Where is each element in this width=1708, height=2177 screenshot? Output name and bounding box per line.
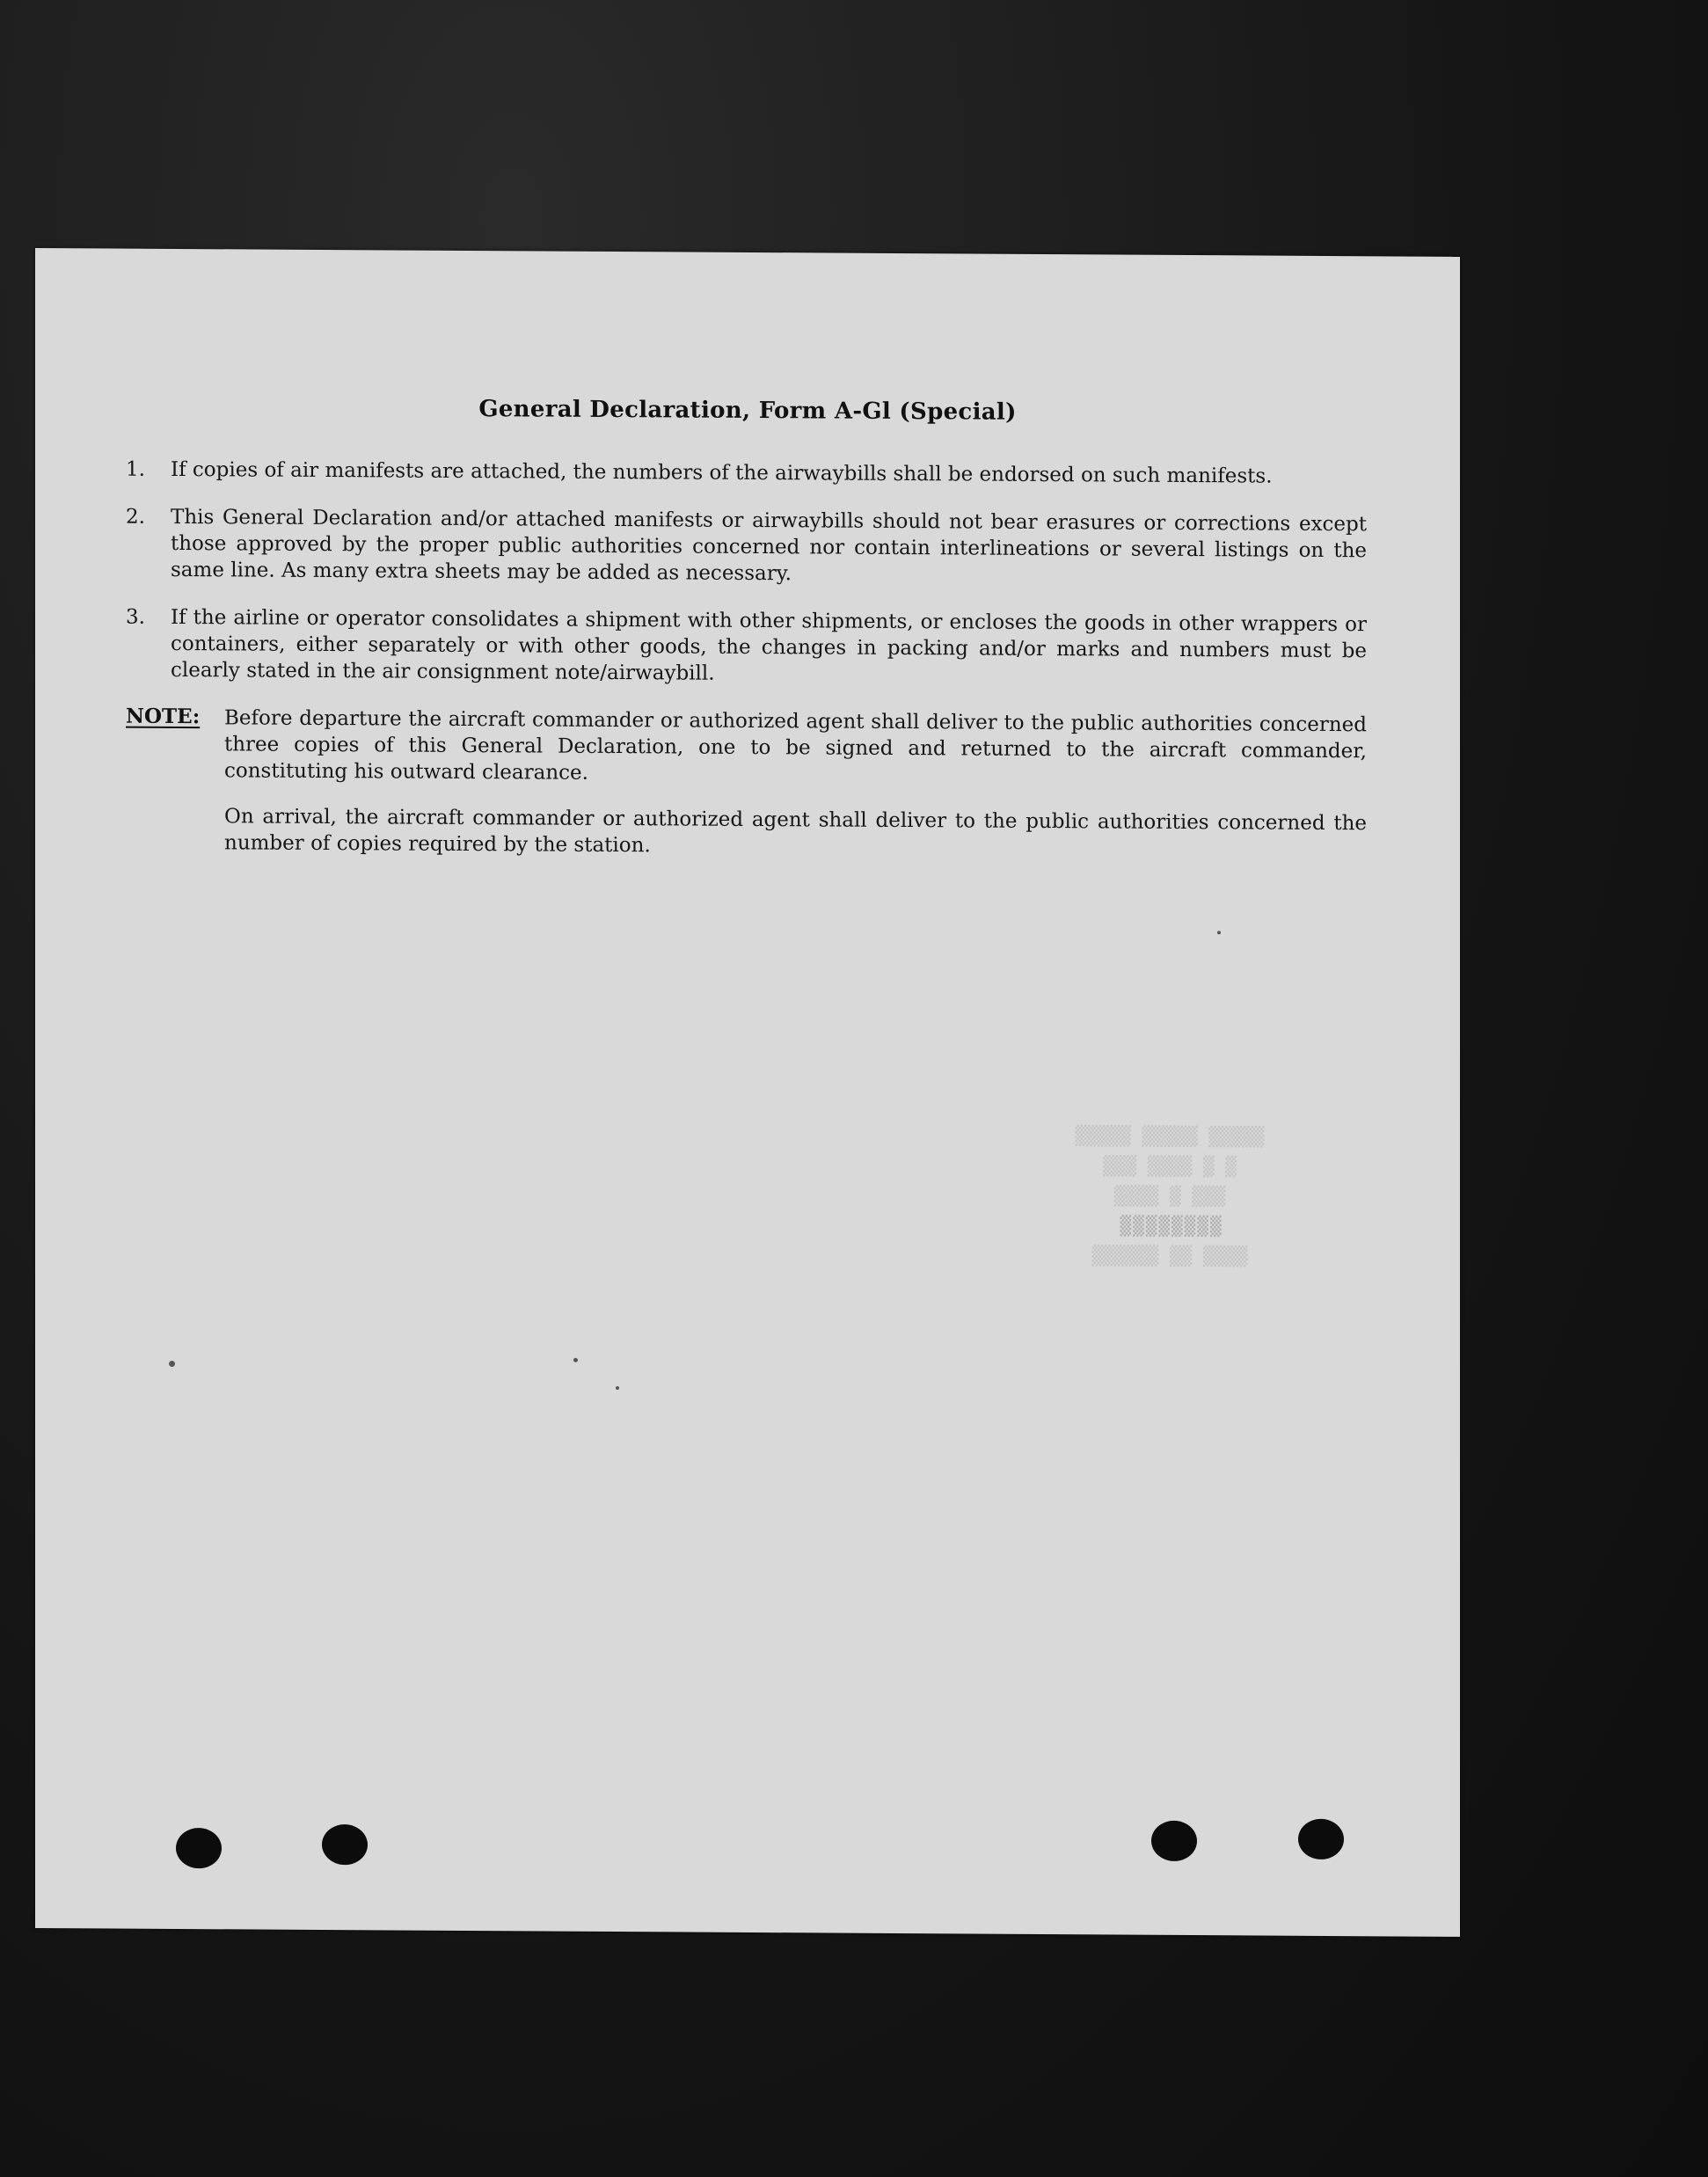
list-item-text: If copies of air manifests are attached, the numbers of the airwaybills shall be endorsed on such manifests. bbox=[171, 457, 1273, 488]
punch-hole bbox=[1298, 1819, 1344, 1859]
note-label: NOTE: bbox=[126, 704, 201, 729]
list-item-1 bbox=[35, 456, 1460, 488]
faded-stamp-marking: ▒▒▒▒▒ ▒▒▒▒▒ ▒▒▒▒▒ ▒ ▒ ▒▒▒▒ ▒▒▒ ▒▒▒ ▒ ▒▒▒▒ ▒▒▒▒▒▒▒▒ ▒▒▒▒ ▒▒ ▒▒▒▒▒▒ bbox=[1075, 1125, 1265, 1267]
list-item-text: This General Declaration and/or attached manifests or airwaybills should not bear erasures or corrections except those approved by the proper public authorities concerned nor contain interlineations or several listings on the same line. As many extra sheets may be added as necessary. bbox=[171, 505, 1367, 586]
list-item-number: 2. bbox=[126, 505, 145, 529]
list-item-2 bbox=[35, 503, 1460, 586]
punch-hole bbox=[1151, 1821, 1197, 1861]
list-item-number: 1. bbox=[126, 457, 145, 481]
list-item-3 bbox=[35, 603, 1460, 685]
list-item-text: If the airline or operator consolidates a shipment with other shipments, or encloses the goods in other wrappers or containers, either separately or with other goods, the changes in packing and/or marks and numbers must be clearly stated in the air consignment note/airwaybill. bbox=[171, 605, 1367, 685]
speck bbox=[1217, 931, 1221, 934]
punch-hole bbox=[322, 1824, 368, 1865]
document-title: General Declaration, Form A-Gl (Special) bbox=[478, 396, 1017, 426]
speck bbox=[169, 1361, 175, 1367]
speck bbox=[616, 1386, 619, 1390]
speck bbox=[573, 1358, 578, 1362]
list-item-number: 3. bbox=[126, 605, 145, 629]
note-paragraph-1: Before departure the aircraft commander or authorized agent shall deliver to the public authorities concerned three copies of this General Declaration, one to be signed and returned to the aircraft commander, constituting his outward clearance. bbox=[224, 706, 1367, 785]
punch-hole bbox=[176, 1828, 222, 1868]
note-paragraph-2: On arrival, the aircraft commander or authorized agent shall deliver to the public authorities concerned the number of copies required by the station. bbox=[224, 805, 1367, 858]
document-page bbox=[35, 248, 1460, 1937]
